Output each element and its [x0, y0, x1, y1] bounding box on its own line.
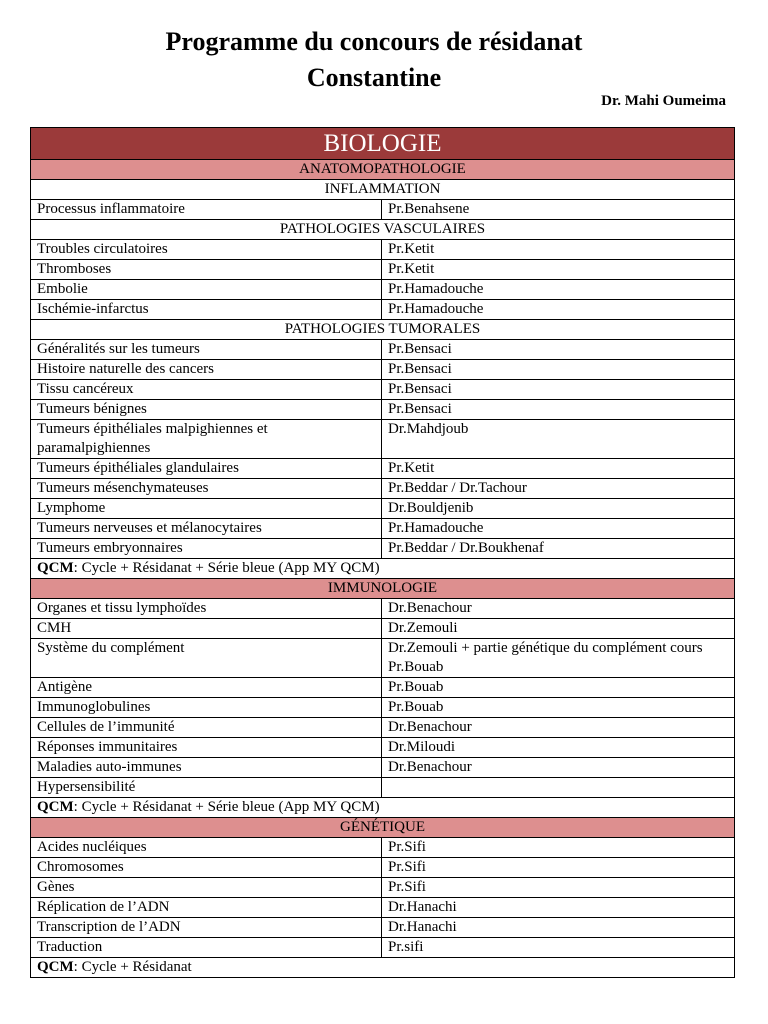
- subsection-header-row: [31, 320, 735, 340]
- professor-cell: Pr.Bensaci: [382, 380, 735, 400]
- professor-cell: [382, 778, 735, 798]
- qcm-label: QCM: [37, 799, 74, 815]
- table-row: [31, 260, 735, 280]
- professor-cell: Dr.Mahdjoub: [382, 420, 735, 459]
- topic-cell: Transcription de l’ADN: [31, 918, 382, 938]
- professor-cell: Pr.Bensaci: [382, 360, 735, 380]
- document-subtitle-city: Constantine: [306, 63, 442, 92]
- topic-cell: Processus inflammatoire: [31, 200, 382, 220]
- professor-cell: Pr.sifi: [382, 938, 735, 958]
- table-row: [31, 459, 735, 479]
- table-row: [31, 878, 735, 898]
- subsection-header-row: [31, 220, 735, 240]
- topic-cell: Gènes: [31, 878, 382, 898]
- table-row: [31, 639, 735, 678]
- topic-cell: Immunoglobulines: [31, 698, 382, 718]
- qcm-cell: [31, 958, 735, 978]
- professor-cell: Dr.Benachour: [382, 599, 735, 619]
- table-row: [31, 738, 735, 758]
- table-row: [31, 698, 735, 718]
- qcm-row: [31, 559, 735, 579]
- section-title: GÉNÉTIQUE: [31, 818, 735, 838]
- professor-cell: Pr.Sifi: [382, 878, 735, 898]
- section-header-row: [31, 160, 735, 180]
- qcm-row: [31, 798, 735, 818]
- professor-cell: Pr.Hamadouche: [382, 280, 735, 300]
- professor-cell: Dr.Hanachi: [382, 918, 735, 938]
- topic-cell: Antigène: [31, 678, 382, 698]
- topic-cell: Tumeurs mésenchymateuses: [31, 479, 382, 499]
- table-row: [31, 380, 735, 400]
- topic-cell: Lymphome: [31, 499, 382, 519]
- topic-cell: Cellules de l’immunité: [31, 718, 382, 738]
- professor-cell: Dr.Benachour: [382, 758, 735, 778]
- professor-cell: Pr.Sifi: [382, 858, 735, 878]
- professor-cell: Dr.Benachour: [382, 718, 735, 738]
- professor-cell: Dr.Bouldjenib: [382, 499, 735, 519]
- professor-cell: Pr.Beddar / Dr.Boukhenaf: [382, 539, 735, 559]
- topic-cell: Thromboses: [31, 260, 382, 280]
- professor-cell: Pr.Bouab: [382, 678, 735, 698]
- professor-cell: Pr.Bensaci: [382, 340, 735, 360]
- table-row: [31, 619, 735, 639]
- topic-cell: Tumeurs bénignes: [31, 400, 382, 420]
- topic-cell: Maladies auto-immunes: [31, 758, 382, 778]
- table-row: [31, 479, 735, 499]
- table-row: [31, 360, 735, 380]
- topic-cell: Acides nucléiques: [31, 838, 382, 858]
- professor-cell: Pr.Benahsene: [382, 200, 735, 220]
- topic-cell: Tumeurs embryonnaires: [31, 539, 382, 559]
- table-row: [31, 718, 735, 738]
- table-row: [31, 499, 735, 519]
- qcm-row: [31, 958, 735, 978]
- main-title: BIOLOGIE: [31, 128, 735, 160]
- topic-cell: Troubles circulatoires: [31, 240, 382, 260]
- topic-cell: Histoire naturelle des cancers: [31, 360, 382, 380]
- topic-cell: Hypersensibilité: [31, 778, 382, 798]
- topic-cell: Tumeurs épithéliales malpighiennes et paramalpighiennes: [31, 420, 382, 459]
- author-name: Dr. Mahi Oumeima: [601, 93, 726, 109]
- topic-cell: Embolie: [31, 280, 382, 300]
- professor-cell: Dr.Miloudi: [382, 738, 735, 758]
- table-row: [31, 519, 735, 539]
- topic-cell: Chromosomes: [31, 858, 382, 878]
- section-title: IMMUNOLOGIE: [31, 579, 735, 599]
- topic-cell: Tumeurs épithéliales glandulaires: [31, 459, 382, 479]
- qcm-text: : Cycle + Résidanat: [73, 959, 192, 975]
- table-row: [31, 300, 735, 320]
- subsection-title: INFLAMMATION: [31, 180, 735, 200]
- topic-cell: Réplication de l’ADN: [31, 898, 382, 918]
- topic-cell: Ischémie-infarctus: [31, 300, 382, 320]
- professor-cell: Pr.Bensaci: [382, 400, 735, 420]
- topic-cell: Tumeurs nerveuses et mélanocytaires: [31, 519, 382, 539]
- table-row: [31, 539, 735, 559]
- table-row: [31, 758, 735, 778]
- topic-cell: Réponses immunitaires: [31, 738, 382, 758]
- program-table: [30, 127, 735, 978]
- topic-cell: Tissu cancéreux: [31, 380, 382, 400]
- subsection-title: PATHOLOGIES VASCULAIRES: [31, 220, 735, 240]
- table-row: [31, 858, 735, 878]
- table-row: [31, 938, 735, 958]
- qcm-cell: [31, 798, 735, 818]
- professor-cell: Dr.Hanachi: [382, 898, 735, 918]
- table-row: [31, 678, 735, 698]
- topic-cell: CMH: [31, 619, 382, 639]
- professor-cell: Pr.Ketit: [382, 240, 735, 260]
- table-row: [31, 340, 735, 360]
- table-row: [31, 599, 735, 619]
- qcm-label: QCM: [37, 560, 74, 576]
- qcm-text: : Cycle + Résidanat + Série bleue (App MY QCM): [73, 799, 380, 815]
- topic-cell: Traduction: [31, 938, 382, 958]
- qcm-cell: [31, 559, 735, 579]
- professor-cell: Pr.Ketit: [382, 260, 735, 280]
- table-row: [31, 778, 735, 798]
- table-row: [31, 420, 735, 459]
- professor-cell: Pr.Ketit: [382, 459, 735, 479]
- professor-cell: Dr.Zemouli: [382, 619, 735, 639]
- professor-cell: Dr.Zemouli + partie génétique du complément cours Pr.Bouab: [382, 639, 735, 678]
- table-row: [31, 898, 735, 918]
- topic-cell: Généralités sur les tumeurs: [31, 340, 382, 360]
- professor-cell: Pr.Bouab: [382, 698, 735, 718]
- professor-cell: Pr.Beddar / Dr.Tachour: [382, 479, 735, 499]
- table-row: [31, 200, 735, 220]
- section-header-row: [31, 579, 735, 599]
- topic-cell: Organes et tissu lymphoïdes: [31, 599, 382, 619]
- subsection-header-row: [31, 180, 735, 200]
- table-row: [31, 838, 735, 858]
- qcm-text: : Cycle + Résidanat + Série bleue (App MY QCM): [73, 560, 380, 576]
- professor-cell: Pr.Hamadouche: [382, 519, 735, 539]
- table-row: [31, 240, 735, 260]
- section-title: ANATOMOPATHOLOGIE: [31, 160, 735, 180]
- section-header-row: [31, 818, 735, 838]
- table-row: [31, 918, 735, 938]
- document-title: Programme du concours de résidanat: [165, 27, 583, 56]
- main-title-row: [31, 128, 735, 160]
- table-row: [31, 280, 735, 300]
- professor-cell: Pr.Sifi: [382, 838, 735, 858]
- qcm-label: QCM: [37, 959, 74, 975]
- subsection-title: PATHOLOGIES TUMORALES: [31, 320, 735, 340]
- professor-cell: Pr.Hamadouche: [382, 300, 735, 320]
- table-row: [31, 400, 735, 420]
- topic-cell: Système du complément: [31, 639, 382, 678]
